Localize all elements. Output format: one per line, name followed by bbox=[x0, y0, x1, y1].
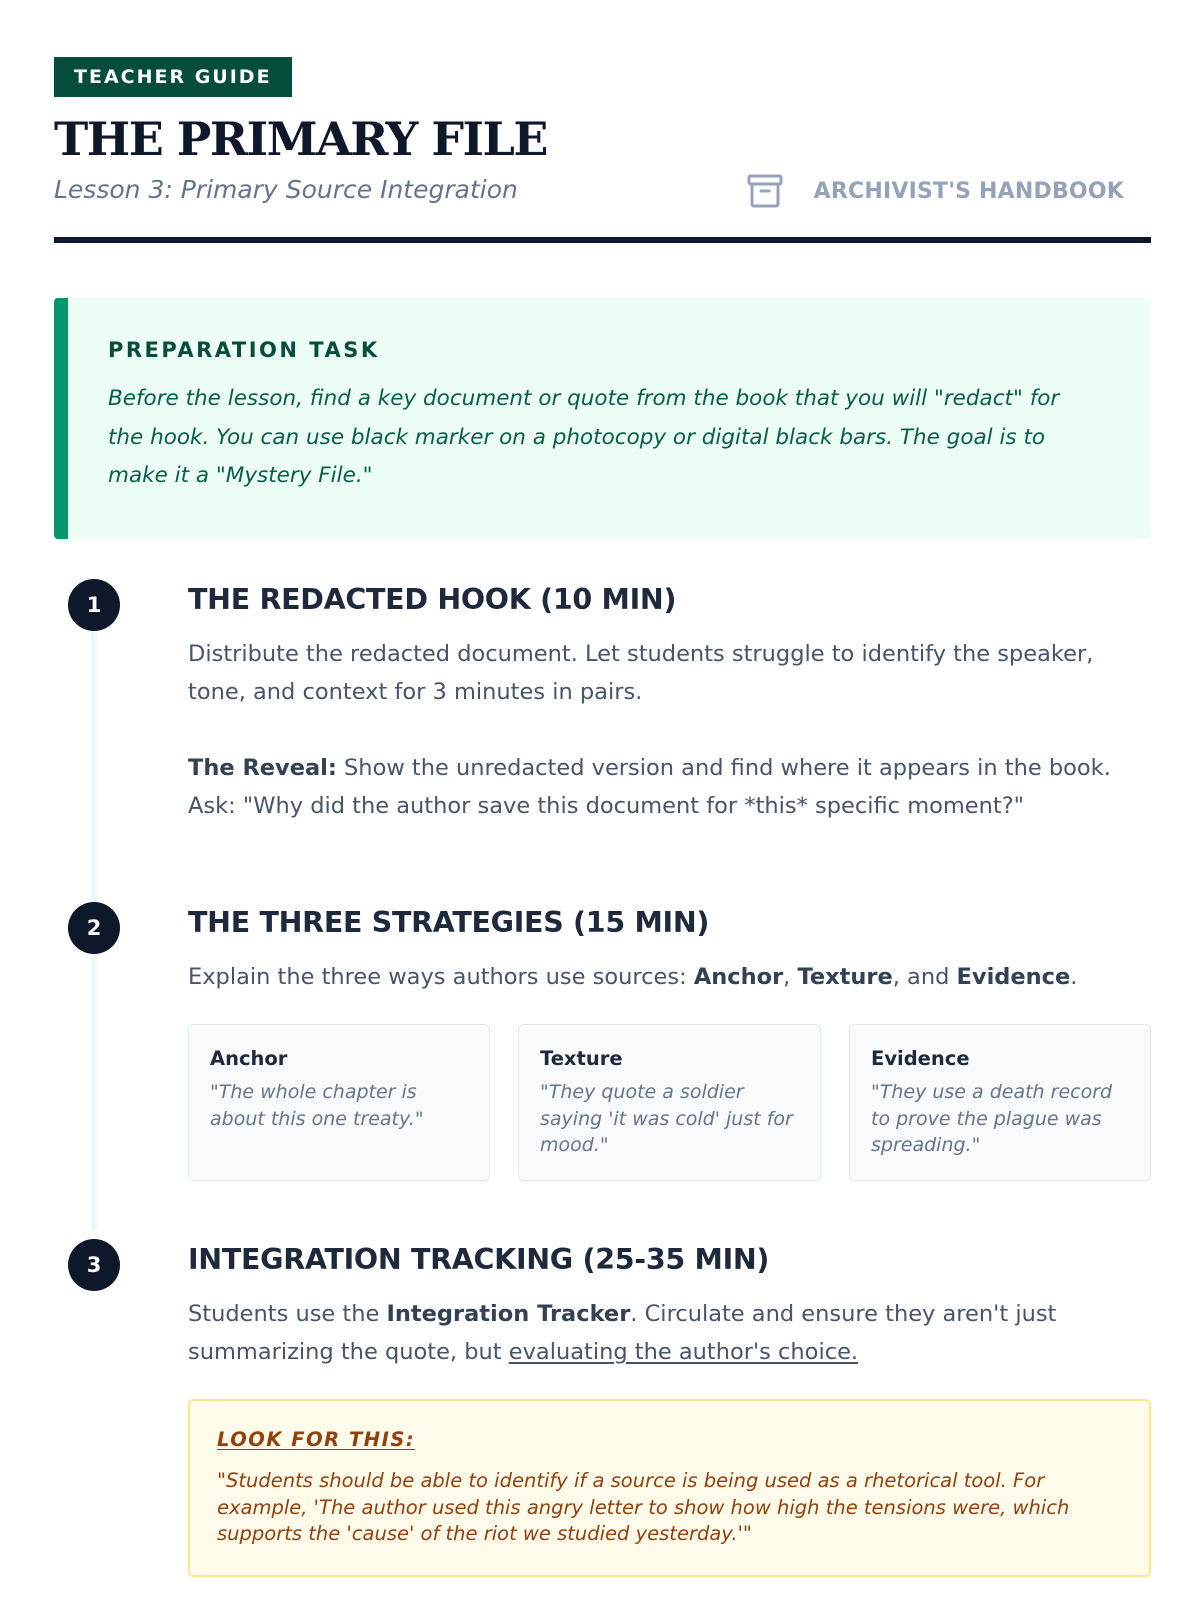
tracking-instructions bbox=[188, 1295, 1151, 1371]
strategy-card-anchor bbox=[188, 1024, 490, 1181]
look-for-this-callout bbox=[188, 1399, 1151, 1577]
instruction-text: . Circulate and ensure they aren't just summarizing the quote, but bbox=[188, 1301, 1057, 1365]
separator: , and bbox=[892, 964, 957, 990]
page-title: THE PRIMARY FILE bbox=[54, 112, 547, 166]
look-for-this-heading: LOOK FOR THIS: bbox=[217, 1428, 416, 1451]
step-number-badge: 3 bbox=[68, 1239, 120, 1291]
term-anchor: Anchor bbox=[693, 964, 784, 990]
intro-text: Explain the three ways authors use sources: bbox=[188, 964, 694, 990]
reveal-paragraph bbox=[188, 749, 1151, 825]
strategies-intro bbox=[188, 958, 1151, 996]
separator: , bbox=[783, 964, 798, 990]
preparation-task-heading: PREPARATION TASK bbox=[108, 338, 380, 362]
archive-box-icon bbox=[746, 172, 784, 210]
strategy-card-texture bbox=[518, 1024, 821, 1181]
step-number-badge: 1 bbox=[68, 579, 120, 631]
card-quote: "They use a death record to prove the plague was spreading." bbox=[871, 1081, 1113, 1156]
header-divider bbox=[54, 237, 1151, 243]
card-title: Evidence bbox=[871, 1047, 970, 1070]
step-timeline-line bbox=[91, 631, 97, 903]
card-quote: "They quote a soldier saying 'it was cold' just for mood." bbox=[540, 1081, 793, 1156]
teacher-guide-badge: TEACHER GUIDE bbox=[54, 57, 292, 97]
evaluating-emphasis: evaluating the author's choice. bbox=[508, 1339, 859, 1365]
preparation-task-callout bbox=[54, 298, 1151, 539]
strategy-card-evidence bbox=[849, 1024, 1151, 1181]
archivist-handbook-link[interactable] bbox=[746, 172, 1124, 210]
strategy-cards bbox=[188, 1024, 1151, 1181]
handbook-label: ARCHIVIST'S HANDBOOK bbox=[813, 178, 1124, 204]
lesson-subtitle: Lesson 3: Primary Source Integration bbox=[54, 175, 518, 204]
card-quote: "The whole chapter is about this one treaty." bbox=[210, 1081, 424, 1130]
look-for-this-body: "Students should be able to identify if a source is being used as a rhetorical tool. For example, 'The author used this angry letter to show how high the tensions were, which supports the 'cause' of the riot we studied yesterday.'" bbox=[217, 1469, 1070, 1545]
preparation-task-body: Before the lesson, find a key document or quote from the book that you will "redact" for the hook. You can use black marker on a photocopy or digital black bars. The goal is to make it a "Mystery File." bbox=[108, 386, 1060, 488]
step-content bbox=[188, 1239, 1151, 1577]
step-instructions: Distribute the redacted document. Let students struggle to identify the speaker, tone, and context for 3 minutes in pairs. bbox=[188, 641, 1094, 705]
step-title: INTEGRATION TRACKING (25-35 MIN) bbox=[188, 1243, 770, 1276]
card-title: Texture bbox=[540, 1047, 623, 1070]
card-title: Anchor bbox=[210, 1047, 288, 1070]
reveal-text: Show the unredacted version and find where it appears in the book. Ask: "Why did the author save this document for *this* specific moment?" bbox=[188, 755, 1111, 819]
step-title: THE REDACTED HOOK (10 MIN) bbox=[188, 583, 677, 616]
step-number-badge: 2 bbox=[68, 902, 120, 954]
step-timeline-line bbox=[91, 954, 97, 1230]
step-content bbox=[188, 579, 1151, 825]
integration-tracker-term: Integration Tracker bbox=[386, 1301, 631, 1327]
step-content bbox=[188, 902, 1151, 1181]
term-evidence: Evidence bbox=[956, 964, 1071, 990]
step-title: THE THREE STRATEGIES (15 MIN) bbox=[188, 906, 710, 939]
term-texture: Texture bbox=[797, 964, 893, 990]
instruction-text: Students use the bbox=[188, 1301, 387, 1327]
reveal-label: The Reveal: bbox=[188, 755, 337, 781]
intro-suffix: . bbox=[1070, 964, 1078, 990]
